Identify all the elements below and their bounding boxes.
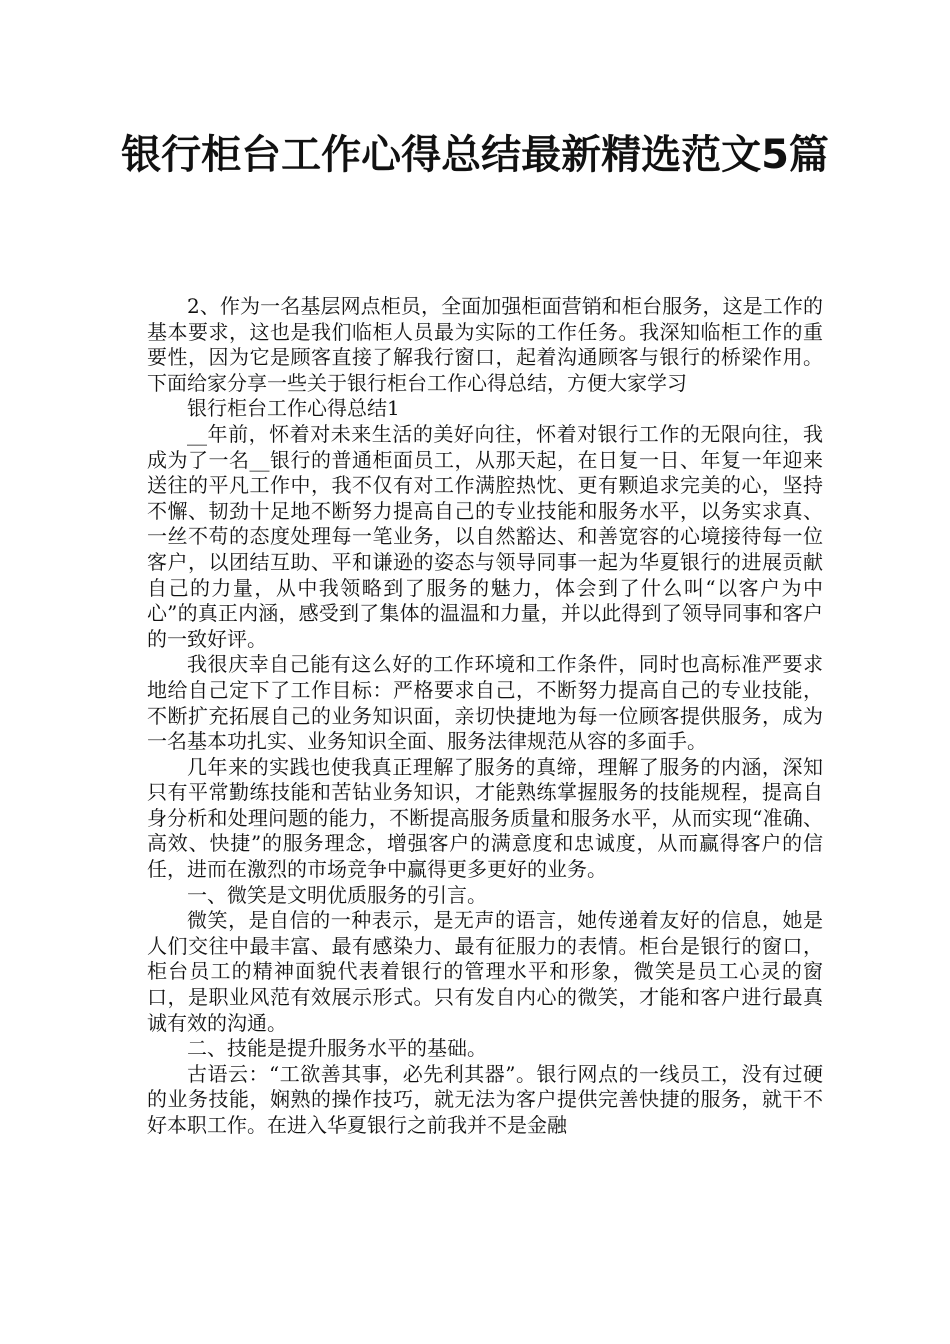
paragraph: 古语云：“工欲善其事，必先利其器”。银行网点的一线员工，没有过硬的业务技能，娴熟的操作技巧，就无法为客户提供完善快捷的服务，就干不好本职工作。在进入华夏银行之前我并不是金融 — [147, 1061, 823, 1137]
document-title: 银行柜台工作心得总结最新精选范文5篇 — [121, 132, 829, 178]
paragraph: 几年来的实践也使我真正理解了服务的真缔，理解了服务的内涵，深知只有平常勤练技能和苦钻业务知识，才能熟练掌握服务的技能规程，提高自身分析和处理问题的能力，不断提高服务质量和服务水平，从而实现“准确、高效、快捷”的服务理念，增强客户的满意度和忠诚度，从而赢得客户的信任，进而在激烈的市场竞争中赢得更多更好的业务。 — [147, 754, 823, 882]
paragraph: 微笑，是自信的一种表示，是无声的语言，她传递着友好的信息，她是人们交往中最丰富、最有感染力、最有征服力的表情。柜台是银行的窗口，柜台员工的精神面貌代表着银行的管理水平和形象，微笑是员工心灵的窗口，是职业风范有效展示形式。只有发自内心的微笑，才能和客户进行最真诚有效的沟通。 — [147, 908, 823, 1035]
paragraph-intro: 2、作为一名基层网点柜员，全面加强柜面营销和柜台服务，这是工作的基本要求，这也是我们临柜人员最为实际的工作任务。我深知临柜工作的重要性，因为它是顾客直接了解我行窗口，起着沟通顾客与银行的桥梁作用。下面给家分享一些关于银行柜台工作心得总结，方便大家学习 — [147, 294, 823, 395]
section-heading: 银行柜台工作心得总结1 — [187, 396, 400, 421]
subheading: 二、技能是提升服务水平的基础。 — [187, 1036, 487, 1061]
paragraph: __年前，怀着对未来生活的美好向往，怀着对银行工作的无限向往，我成为了一名__银行的普通柜面员工，从那天起，在日复一日、年复一年迎来送往的平凡工作中，我不仅有对工作满腔热忱、更有颗追求完美的心，坚持不懈、韧劲十足地不断努力提高自己的专业技能和服务水平，以务实求真、一丝不苟的态度处理每一笔业务，以自然豁达、和善宽容的心境接待每一位客户，以团结互助、平和谦逊的姿态与领导同事一起为华夏银行的进展贡献自己的力量，从中我领略到了服务的魅力，体会到了什么叫“以客户为中心”的真正内涵，感受到了集体的温温和力量，并以此得到了领导同事和客户的一致好评。 — [147, 421, 823, 651]
paragraph: 我很庆幸自己能有这么好的工作环境和工作条件，同时也高标准严要求地给自己定下了工作目标：严格要求自己，不断努力提高自己的专业技能，不断扩充拓展自己的业务知识面，亲切快捷地为每一位顾客提供服务，成为一名基本功扎实、业务知识全面、服务法律规范从容的多面手。 — [147, 652, 823, 754]
subheading: 一、微笑是文明优质服务的引言。 — [187, 882, 487, 907]
document-body — [147, 294, 823, 1139]
